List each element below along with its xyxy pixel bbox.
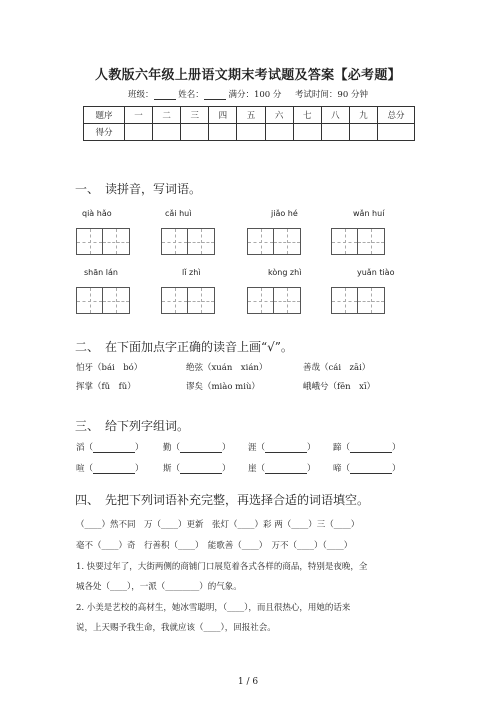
pronunciation-item[interactable]: 峨峨兮（fēn xī） (303, 382, 376, 392)
writing-grid[interactable] (76, 287, 130, 314)
class-label: 班级： (128, 90, 154, 100)
word-group-item[interactable]: 蹄（ ） (333, 443, 401, 453)
name-blank[interactable] (204, 90, 226, 100)
pronunciation-item[interactable]: 怕牙（bái bó） (76, 363, 143, 373)
question-text[interactable]: 说，上天赐予我生命，我就应该（____），回报社会。 (76, 623, 276, 633)
idiom-fill-line[interactable]: 毫不（____）奇 行善积（____） 能歌善（____） 万不（____）（____） (76, 541, 353, 551)
pronunciation-item[interactable]: 绝弦（xuán xián） (186, 363, 268, 373)
pinyin-label: lǐ zhì (182, 268, 201, 277)
section-3-heading: 三、 给下列字组词。 (75, 419, 190, 433)
page-title: 人教版六年级上册语文期末考试题及答案【必考题】 (95, 68, 401, 83)
score-input-cell[interactable] (378, 124, 415, 141)
writing-grid[interactable] (331, 228, 385, 255)
question-text: 1. 快要过年了，大街两侧的商铺门口展览着各式各样的商品，特别是夜晚，全 (76, 562, 368, 572)
score-input-cell[interactable] (321, 124, 349, 141)
score-cell: 三 (181, 107, 209, 124)
word-group-item[interactable]: 滔（ ） (76, 443, 144, 453)
score-cell: 九 (349, 107, 377, 124)
pinyin-label: qià hǎo (82, 209, 112, 218)
question-text[interactable]: 城各处（____），一派（________）的气象。 (76, 582, 242, 592)
exam-info-line (0, 88, 496, 100)
score-cell: 六 (265, 107, 293, 124)
score-cell: 七 (293, 107, 321, 124)
score-input-cell[interactable] (265, 124, 293, 141)
score-input-cell[interactable] (237, 124, 265, 141)
pronunciation-item[interactable]: 善哉（cái zāi） (303, 363, 371, 373)
score-cell: 总分 (378, 107, 415, 124)
class-blank[interactable] (154, 90, 176, 100)
page-number: 1 / 6 (237, 677, 259, 687)
idiom-fill-line[interactable]: （____）然不同 万（____）更新 张灯（____）彩 两（____）三（____） (76, 520, 360, 530)
score-table (83, 106, 415, 141)
writing-grid[interactable] (161, 228, 215, 255)
section-4-heading: 四、 先把下列词语补充完整，再选择合适的词语填空。 (75, 493, 370, 507)
pinyin-label: shān lán (84, 268, 118, 277)
score-row-label: 得分 (84, 124, 125, 141)
score-cell: 五 (237, 107, 265, 124)
writing-grid[interactable] (247, 228, 301, 255)
score-cell: 二 (153, 107, 181, 124)
word-group-item[interactable]: 勤（ ） (163, 443, 231, 453)
pinyin-label: wǎn huí (353, 209, 385, 218)
score-cell: 四 (209, 107, 237, 124)
score-table-score-row (84, 124, 415, 141)
section-2-heading: 二、 在下面加点字正确的读音上画“√”。 (75, 340, 293, 354)
score-cell: 题序 (84, 107, 125, 124)
writing-grid[interactable] (247, 287, 301, 314)
pronunciation-item[interactable]: 挥掌（fǔ fǔ） (76, 382, 136, 392)
word-group-item[interactable]: 喧（ ） (76, 464, 144, 474)
exam-time: 考试时间：90 分钟 (294, 90, 368, 100)
score-table-header-row (84, 107, 415, 124)
score-cell: 一 (125, 107, 153, 124)
full-score: 满分：100 分 (228, 90, 282, 100)
writing-grid[interactable] (331, 287, 385, 314)
section-1-heading: 一、 读拼音，写词语。 (75, 182, 202, 196)
score-input-cell[interactable] (209, 124, 237, 141)
writing-grid[interactable] (76, 228, 130, 255)
score-input-cell[interactable] (349, 124, 377, 141)
pinyin-label: yuǎn tiào (357, 268, 395, 277)
score-input-cell[interactable] (181, 124, 209, 141)
pinyin-label: jiǎo hé (271, 209, 298, 218)
word-group-item[interactable]: 崖（ ） (248, 464, 316, 474)
score-input-cell[interactable] (125, 124, 153, 141)
word-group-item[interactable]: 啼（ ） (333, 464, 401, 474)
score-input-cell[interactable] (293, 124, 321, 141)
word-group-item[interactable]: 斯（ ） (163, 464, 231, 474)
score-input-cell[interactable] (153, 124, 181, 141)
pronunciation-item[interactable]: 谬矣（miào miù） (186, 382, 260, 392)
pinyin-label: cǎi huì (165, 209, 192, 218)
writing-grid[interactable] (161, 287, 215, 314)
score-cell: 八 (321, 107, 349, 124)
question-text[interactable]: 2. 小美是艺校的高材生，她冰雪聪明，（____），而且很热心，用她的话来 (76, 603, 351, 613)
name-label: 姓名： (178, 90, 204, 100)
pinyin-label: kòng zhì (268, 268, 302, 277)
word-group-item[interactable]: 涯（ ） (248, 443, 316, 453)
